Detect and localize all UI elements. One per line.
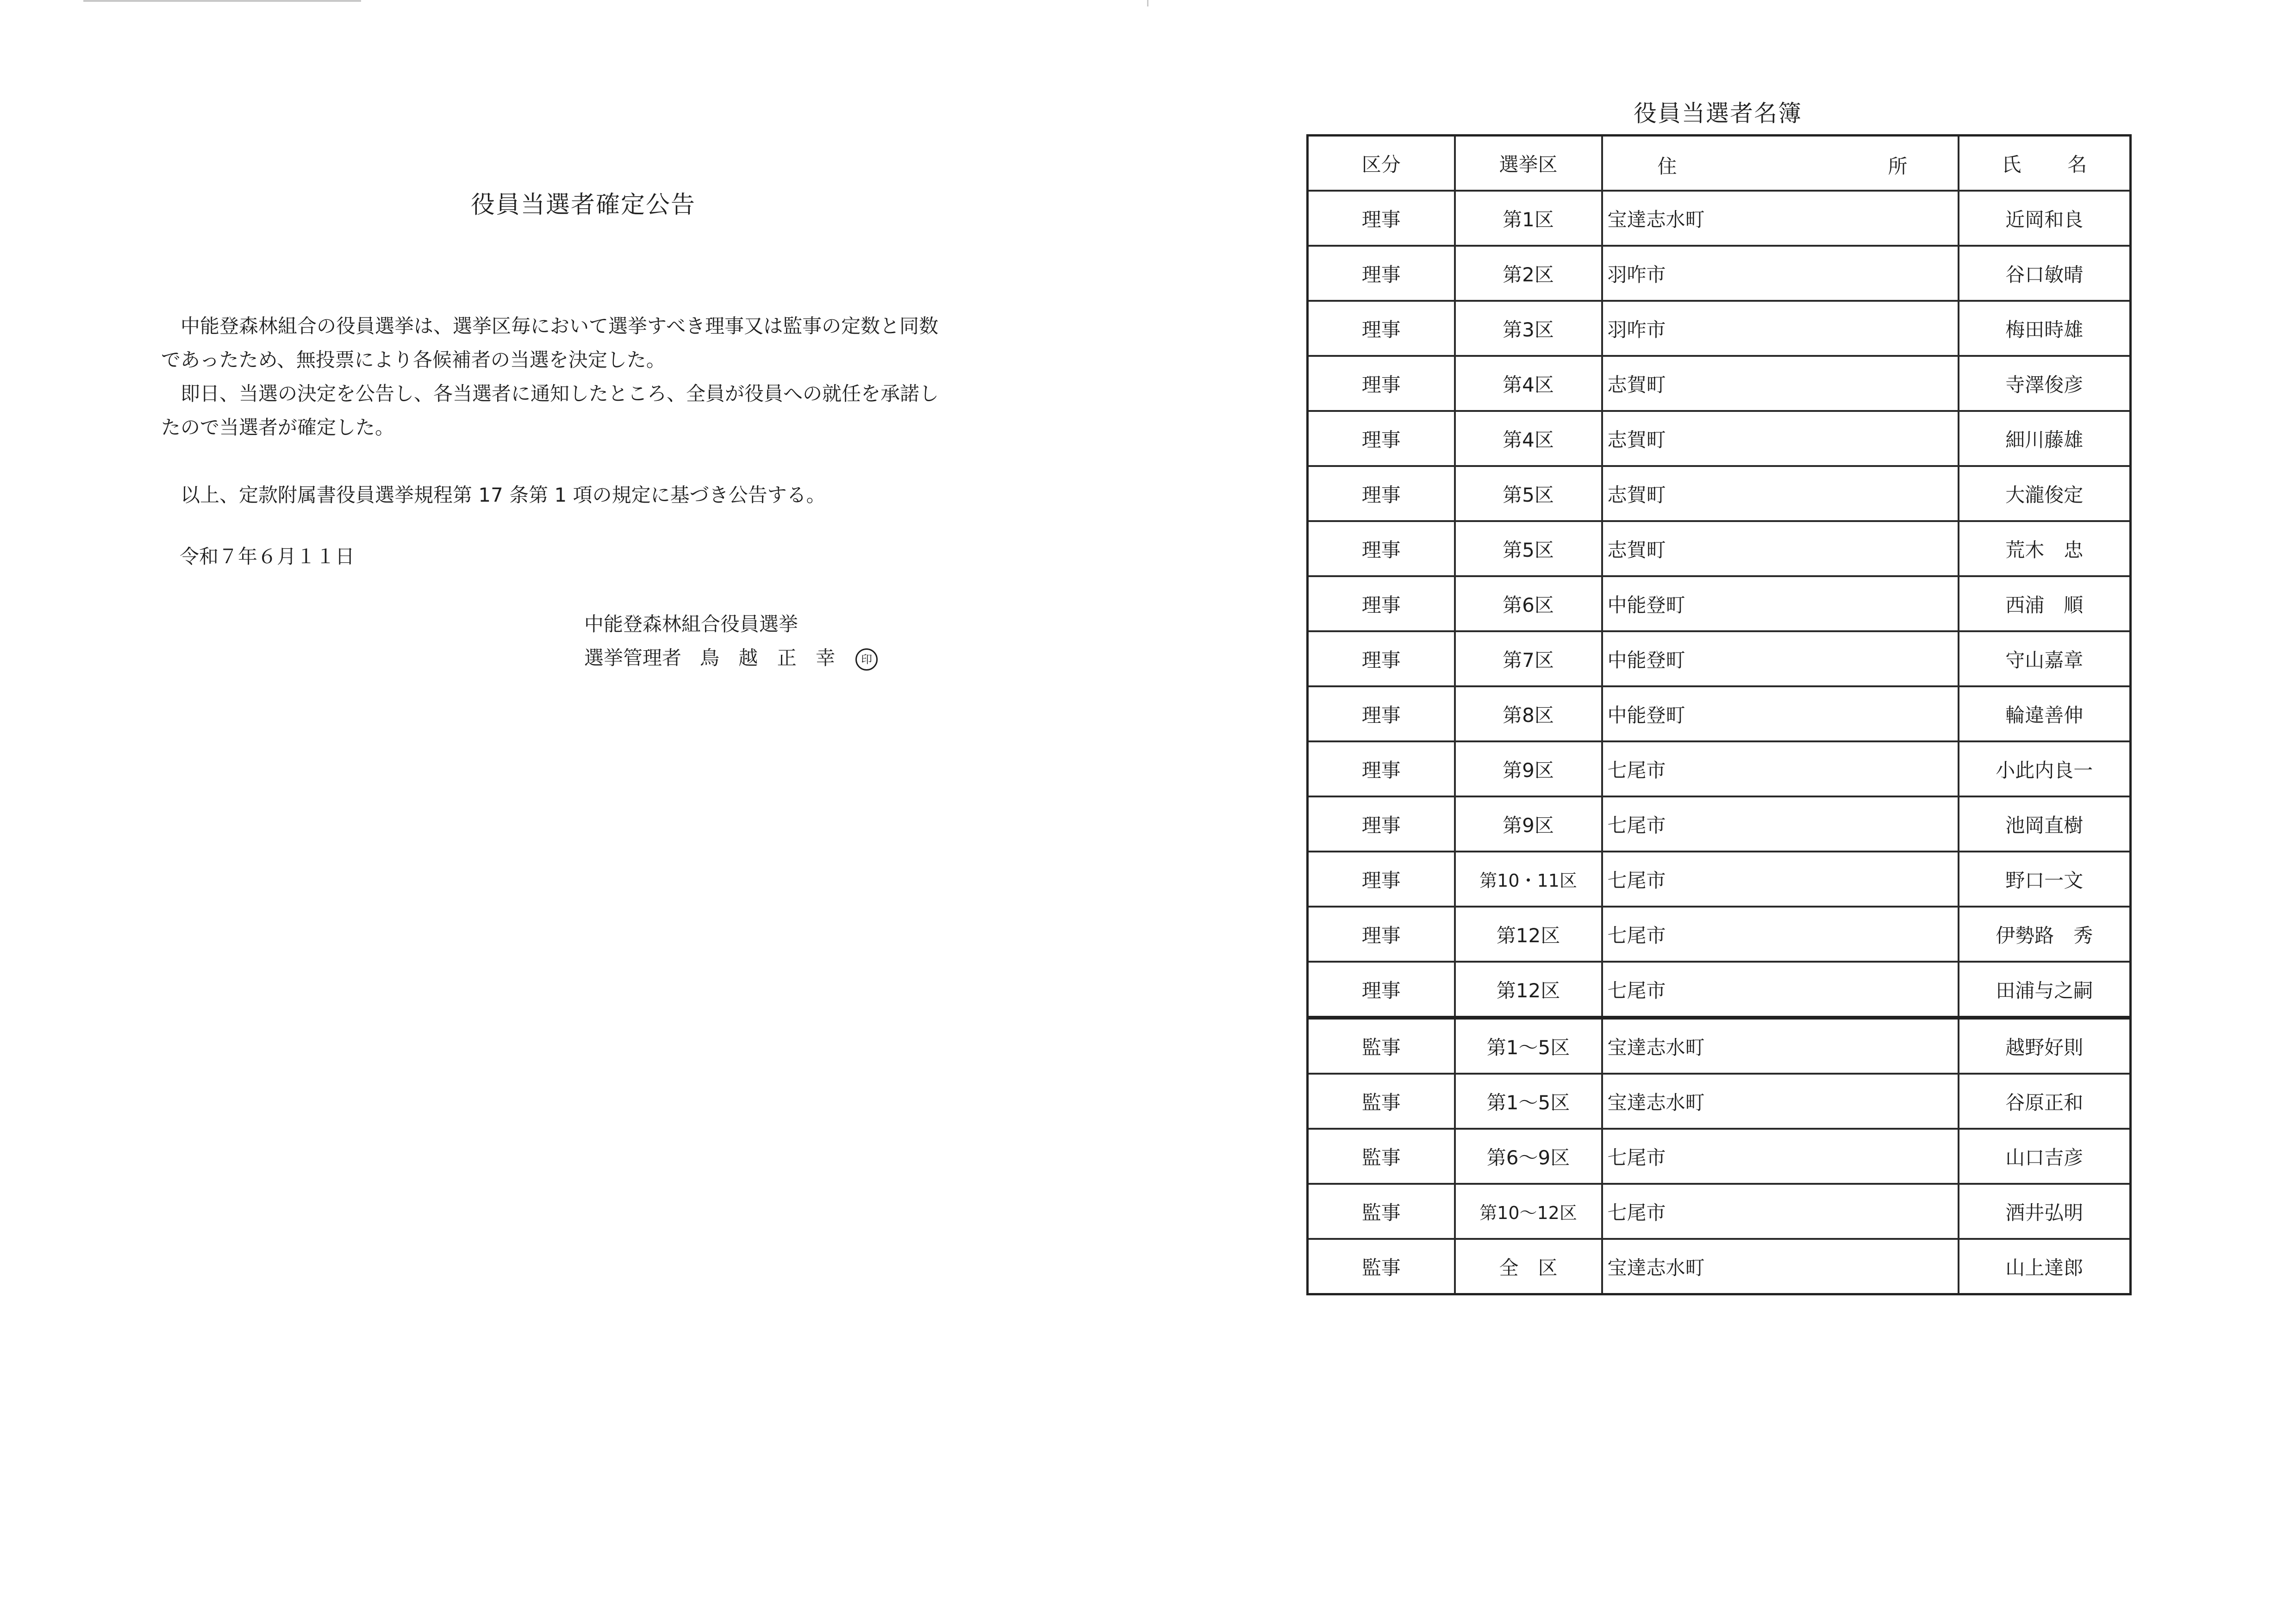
- cell-district: 第9区: [1455, 741, 1602, 796]
- table-header-row: [1308, 136, 2131, 191]
- cell-category: 理事: [1308, 631, 1455, 686]
- table-row: [1308, 1018, 2131, 1074]
- cell-address: 七尾市: [1602, 907, 1959, 962]
- cell-category: 理事: [1308, 962, 1455, 1018]
- table-row: [1308, 631, 2131, 686]
- officer-roster-table: [1306, 134, 2132, 1295]
- cell-address: 羽咋市: [1602, 301, 1959, 356]
- cell-name: 山上達郎: [1959, 1239, 2131, 1294]
- cell-address: 中能登町: [1602, 686, 1959, 741]
- cell-address: 宝達志水町: [1602, 1074, 1959, 1129]
- cell-category: 理事: [1308, 907, 1455, 962]
- table-row: [1308, 907, 2131, 962]
- cell-category: 監事: [1308, 1184, 1455, 1239]
- cell-address: 志賀町: [1602, 356, 1959, 411]
- cell-name: 守山嘉章: [1959, 631, 2131, 686]
- cell-name: 荒木 忠: [1959, 521, 2131, 576]
- cell-address: 宝達志水町: [1602, 1018, 1959, 1074]
- organization-name: 中能登森林組合役員選挙: [584, 613, 799, 635]
- table-row: [1308, 356, 2131, 411]
- notice-paragraph-1-line-1: 中能登森林組合の役員選挙は、選挙区毎において選挙すべき理事又は監事の定数と同数: [181, 315, 939, 337]
- cell-name: 西浦 順: [1959, 576, 2131, 631]
- manager-title: 選挙管理者: [584, 647, 682, 669]
- cell-category: 理事: [1308, 796, 1455, 852]
- cell-name: 酒井弘明: [1959, 1184, 2131, 1239]
- cell-name: 越野好則: [1959, 1018, 2131, 1074]
- notice-paragraph-2-line-2: たので当選者が確定した。: [161, 416, 395, 439]
- cell-name: 寺澤俊彦: [1959, 356, 2131, 411]
- cell-district: 第10・11区: [1455, 852, 1602, 907]
- cell-name: 野口一文: [1959, 852, 2131, 907]
- cell-category: 理事: [1308, 576, 1455, 631]
- cell-name: 池岡直樹: [1959, 796, 2131, 852]
- cell-district: 第12区: [1455, 907, 1602, 962]
- cell-category: 理事: [1308, 852, 1455, 907]
- notice-paragraph-3: 以上、定款附属書役員選挙規程第 17 条第 1 項の規定に基づき公告する。: [181, 484, 826, 506]
- cell-district: 第1～5区: [1455, 1074, 1602, 1129]
- cell-name: 小此内良一: [1959, 741, 2131, 796]
- cell-address: 志賀町: [1602, 411, 1959, 466]
- cell-category: 理事: [1308, 686, 1455, 741]
- cell-district: 第6～9区: [1455, 1129, 1602, 1184]
- cell-address: 七尾市: [1602, 962, 1959, 1018]
- cell-category: 監事: [1308, 1018, 1455, 1074]
- cell-district: 全 区: [1455, 1239, 1602, 1294]
- table-row: [1308, 521, 2131, 576]
- cell-name: 大瀧俊定: [1959, 466, 2131, 521]
- cell-address: 七尾市: [1602, 741, 1959, 796]
- cell-name: 輪違善伸: [1959, 686, 2131, 741]
- seal-stamp-icon: 印: [855, 648, 878, 671]
- cell-name: 山口吉彦: [1959, 1129, 2131, 1184]
- cell-name: 谷口敏晴: [1959, 246, 2131, 301]
- cell-address: 七尾市: [1602, 1184, 1959, 1239]
- cell-address: 七尾市: [1602, 852, 1959, 907]
- cell-district: 第9区: [1455, 796, 1602, 852]
- cell-district: 第4区: [1455, 411, 1602, 466]
- cell-category: 監事: [1308, 1129, 1455, 1184]
- cell-name: 細川藤雄: [1959, 411, 2131, 466]
- cell-category: 理事: [1308, 301, 1455, 356]
- cell-district: 第6区: [1455, 576, 1602, 631]
- cell-district: 第12区: [1455, 962, 1602, 1018]
- cell-address: 羽咋市: [1602, 246, 1959, 301]
- roster-title: 役員当選者名簿: [1634, 100, 1802, 127]
- cell-address: 七尾市: [1602, 1129, 1959, 1184]
- cell-address: 志賀町: [1602, 521, 1959, 576]
- header-name: 氏 名: [1959, 136, 2131, 191]
- cell-category: 理事: [1308, 191, 1455, 246]
- table-row: [1308, 852, 2131, 907]
- table-row: [1308, 741, 2131, 796]
- table-row: [1308, 411, 2131, 466]
- notice-date: 令和７年６月１１日: [180, 545, 355, 568]
- cell-address: 中能登町: [1602, 631, 1959, 686]
- cell-category: 理事: [1308, 521, 1455, 576]
- cell-district: 第7区: [1455, 631, 1602, 686]
- cell-district: 第1区: [1455, 191, 1602, 246]
- cell-district: 第3区: [1455, 301, 1602, 356]
- cell-district: 第10～12区: [1455, 1184, 1602, 1239]
- cell-category: 監事: [1308, 1074, 1455, 1129]
- header-address: 住 所: [1602, 136, 1959, 191]
- table-row: [1308, 1074, 2131, 1129]
- cell-category: 理事: [1308, 466, 1455, 521]
- table-row: [1308, 686, 2131, 741]
- notice-body: [161, 309, 1031, 512]
- cell-category: 理事: [1308, 741, 1455, 796]
- table-row: [1308, 301, 2131, 356]
- cell-district: 第8区: [1455, 686, 1602, 741]
- cell-district: 第5区: [1455, 466, 1602, 521]
- cell-name: 梅田時雄: [1959, 301, 2131, 356]
- table-row: [1308, 246, 2131, 301]
- table-row: [1308, 962, 2131, 1018]
- table-row: [1308, 796, 2131, 852]
- cell-name: 伊勢路 秀: [1959, 907, 2131, 962]
- cell-district: 第2区: [1455, 246, 1602, 301]
- notice-title: 役員当選者確定公告: [470, 191, 696, 219]
- cell-category: 監事: [1308, 1239, 1455, 1294]
- table-row: [1308, 1184, 2131, 1239]
- notice-paragraph-1-line-2: であったため、無投票により各候補者の当選を決定した。: [161, 348, 666, 371]
- table-row: [1308, 191, 2131, 246]
- cell-district: 第5区: [1455, 521, 1602, 576]
- cell-address: 宝達志水町: [1602, 1239, 1959, 1294]
- cell-category: 理事: [1308, 356, 1455, 411]
- header-category: 区分: [1308, 136, 1455, 191]
- cell-address: 宝達志水町: [1602, 191, 1959, 246]
- cell-name: 近岡和良: [1959, 191, 2131, 246]
- header-district: 選挙区: [1455, 136, 1602, 191]
- signature-block: [584, 607, 878, 675]
- table-row: [1308, 576, 2131, 631]
- cell-address: 中能登町: [1602, 576, 1959, 631]
- notice-paragraph-2-line-1: 即日、当選の決定を公告し、各当選者に通知したところ、全員が役員への就任を承諾し: [181, 382, 939, 405]
- cell-address: 七尾市: [1602, 796, 1959, 852]
- cell-category: 理事: [1308, 246, 1455, 301]
- table-row: [1308, 466, 2131, 521]
- manager-line: [584, 641, 878, 675]
- cell-district: 第4区: [1455, 356, 1602, 411]
- table-row: [1308, 1239, 2131, 1294]
- manager-name: 鳥 越 正 幸: [700, 647, 842, 669]
- cell-address: 志賀町: [1602, 466, 1959, 521]
- cell-name: 田浦与之嗣: [1959, 962, 2131, 1018]
- cell-category: 理事: [1308, 411, 1455, 466]
- cell-district: 第1～5区: [1455, 1018, 1602, 1074]
- cell-name: 谷原正和: [1959, 1074, 2131, 1129]
- table-row: [1308, 1129, 2131, 1184]
